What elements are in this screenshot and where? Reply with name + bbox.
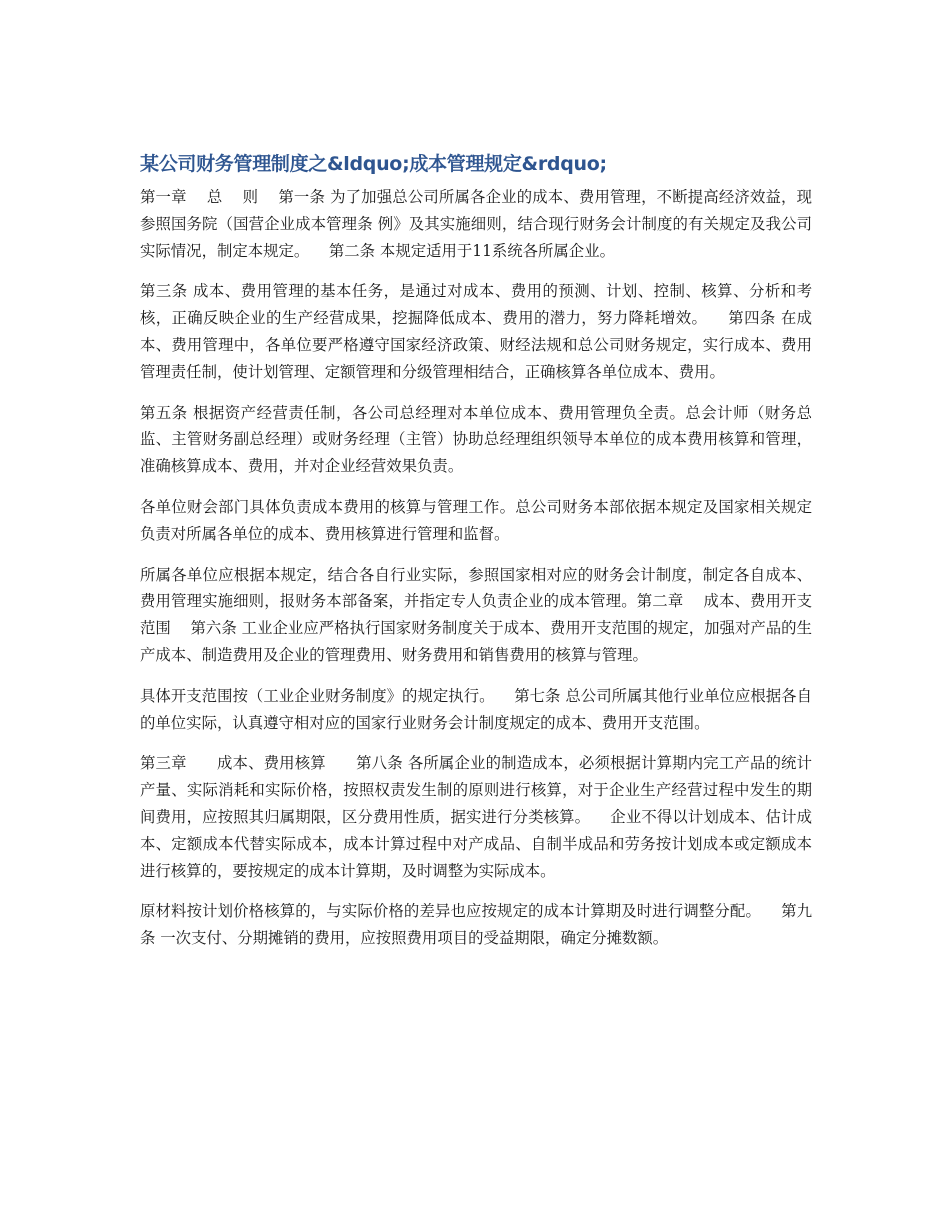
paragraph-8: 原材料按计划价格核算的，与实际价格的差异也应按规定的成本计算期及时进行调整分配。 第九条 一次支付、分期摊销的费用，应按照费用项目的受益期限，确定分摊数额。 <box>140 902 812 948</box>
paragraph-7: 第三章 成本、费用核算 第八条 各所属企业的制造成本，必须根据计算期内完工产品的统计产量、实际消耗和实际价格，按照权责发生制的原则进行核算，对于企业生产经营过程中发生的期间费用，应按照其归属期限，区分费用性质，据实进行分类核算。 企业不得以计划成本、估计成本、定额成本代替实际成本，成本计算过程中对产成品、自制半成品和劳务按计划成本或定额成本进行核算的，要按规定的成本计算期，及时调整为实际成本。 <box>140 754 812 880</box>
document-title: 某公司财务管理制度之&ldquo;成本管理规定&rdquo; <box>140 153 607 175</box>
paragraph-4: 各单位财会部门具体负责成本费用的核算与管理工作。总公司财务本部依据本规定及国家相关规定负责对所属各单位的成本、费用核算进行管理和监督。 <box>140 497 812 543</box>
document-page <box>140 150 812 966</box>
paragraph-1: 第一章 总 则 第一条 为了加强总公司所属各企业的成本、费用管理，不断提高经济效益，现参照国务院（国营企业成本管理条 例》及其实施细则，结合现行财务会计制度的有关规定及我公司实际情况，制定本规定。 第二条 本规定适用于11系统各所属企业。 <box>140 188 812 260</box>
paragraph-2: 第三条 成本、费用管理的基本任务，是通过对成本、费用的预测、计划、控制、核算、分析和考核，正确反映企业的生产经营成果，挖掘降低成本、费用的潜力，努力降耗增效。 第四条 在成本、费用管理中，各单位要严格遵守国家经济政策、财经法规和总公司财务规定，实行成本、费用管理责任制，使计划管理、定额管理和分级管理相结合，正确核算各单位成本、费用。 <box>140 282 812 381</box>
paragraph-5: 所属各单位应根据本规定，结合各自行业实际，参照国家相对应的财务会计制度，制定各自成本、费用管理实施细则，报财务本部备案，并指定专人负责企业的成本管理。第二章 成本、费用开支范围 第六条 工业企业应严格执行国家财务制度关于成本、费用开支范围的规定，加强对产品的生产成本、制造费用及企业的管理费用、财务费用和销售费用的核算与管理。 <box>140 565 812 664</box>
paragraph-6: 具体开支范围按（工业企业财务制度》的规定执行。 第七条 总公司所属其他行业单位应根据各自的单位实际，认真遵守相对应的国家行业财务会计制度规定的成本、费用开支范围。 <box>140 686 812 732</box>
paragraph-3: 第五条 根据资产经营责任制，各公司总经理对本单位成本、费用管理负全责。总会计师（财务总监、主管财务副总经理）或财务经理（主管）协助总经理组织领导本单位的成本费用核算和管理，准确核算成本、费用，并对企业经营效果负责。 <box>140 403 812 476</box>
